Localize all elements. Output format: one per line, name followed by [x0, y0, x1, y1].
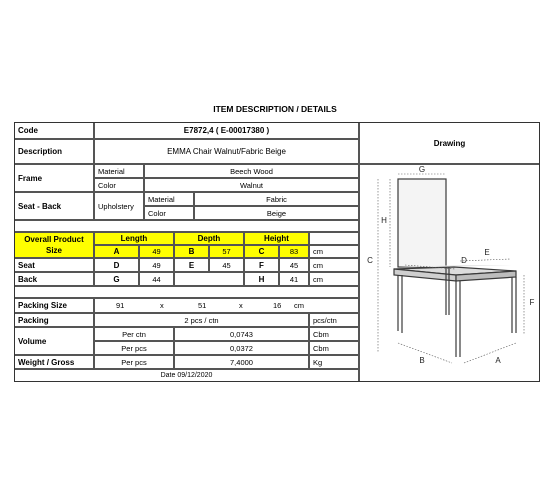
seat-back-label: Seat - Back — [14, 192, 94, 220]
seat-d-value: 49 — [139, 258, 174, 272]
code-value: E7872,4 ( E-00017380 ) — [94, 122, 359, 139]
packing-size-cell — [94, 298, 359, 313]
frame-material-label: Material — [94, 164, 144, 178]
document-title: ITEM DESCRIPTION / DETAILS — [213, 104, 337, 114]
overall-header-blank — [309, 232, 359, 245]
depth-header: Depth — [174, 232, 244, 245]
seat-f-value: 45 — [279, 258, 309, 272]
packing-size-height: 16 — [273, 301, 282, 310]
seat-material-label: Material — [144, 192, 194, 206]
packing-size-width: 51 — [198, 301, 207, 310]
dim-label-a: A — [495, 356, 501, 365]
weight-unit: Kg — [309, 355, 359, 369]
back-g-value: 44 — [139, 272, 174, 286]
code-label: Code — [14, 122, 94, 139]
drawing-panel — [359, 164, 540, 382]
frame-material-value: Beech Wood — [144, 164, 359, 178]
packing-size-unit: cm — [294, 301, 304, 310]
packing-label: Packing — [14, 313, 94, 327]
seat-d-letter: D — [94, 258, 139, 272]
frame-label: Frame — [14, 164, 94, 192]
volume-per-pcs-unit: Cbm — [309, 341, 359, 355]
dim-label-h: H — [381, 216, 387, 225]
volume-label: Volume — [14, 327, 94, 355]
back-g-letter: G — [94, 272, 139, 286]
back-blank — [174, 272, 244, 286]
back-unit: cm — [309, 272, 359, 286]
weight-per-pcs-label: Per pcs — [94, 355, 174, 369]
overall-b-value: 57 — [209, 245, 244, 258]
overall-a-letter: A — [94, 245, 139, 258]
overall-a-value: 49 — [139, 245, 174, 258]
seat-unit: cm — [309, 258, 359, 272]
description-value: EMMA Chair Walnut/Fabric Beige — [94, 139, 359, 164]
spacer-row-2 — [14, 286, 359, 298]
packing-value: 2 pcs / ctn — [94, 313, 309, 327]
dim-label-e: E — [484, 248, 490, 257]
date-footer: Date 09/12/2020 — [14, 369, 359, 382]
packing-size-x1: x — [160, 301, 164, 310]
dim-label-b: B — [419, 356, 425, 365]
frame-color-label: Color — [94, 178, 144, 192]
spacer-row — [14, 220, 359, 232]
dim-label-f: F — [529, 298, 535, 307]
drawing-header: Drawing — [359, 122, 540, 164]
length-header: Length — [94, 232, 174, 245]
seat-color-value: Beige — [194, 206, 359, 220]
seat-material-value: Fabric — [194, 192, 359, 206]
seat-f-letter: F — [244, 258, 279, 272]
packing-size-label: Packing Size — [14, 298, 94, 313]
seat-color-label: Color — [144, 206, 194, 220]
back-h-value: 41 — [279, 272, 309, 286]
chair-diagram — [360, 165, 541, 383]
dim-label-c: C — [367, 256, 373, 265]
weight-value: 7,4000 — [174, 355, 309, 369]
frame-color-value: Walnut — [144, 178, 359, 192]
overall-size-label: Overall Product Size — [14, 232, 94, 258]
height-header: Height — [244, 232, 309, 245]
overall-c-value: 83 — [279, 245, 309, 258]
packing-size-length: 91 — [116, 301, 125, 310]
packing-size-x2: x — [239, 301, 243, 310]
seat-label: Seat — [14, 258, 94, 272]
seat-e-letter: E — [174, 258, 209, 272]
dim-label-d: D — [461, 256, 467, 265]
volume-per-pcs-label: Per pcs — [94, 341, 174, 355]
packing-unit: pcs/ctn — [309, 313, 359, 327]
seat-e-value: 45 — [209, 258, 244, 272]
back-h-letter: H — [244, 272, 279, 286]
item-details-sheet — [14, 122, 540, 382]
weight-label: Weight / Gross — [14, 355, 94, 369]
overall-c-letter: C — [244, 245, 279, 258]
overall-unit: cm — [309, 245, 359, 258]
volume-per-ctn-label: Per ctn — [94, 327, 174, 341]
upholstery-label: Upholstery — [94, 192, 144, 220]
dim-label-g: G — [418, 165, 426, 174]
volume-per-pcs-value: 0,0372 — [174, 341, 309, 355]
overall-b-letter: B — [174, 245, 209, 258]
back-label: Back — [14, 272, 94, 286]
volume-per-ctn-value: 0,0743 — [174, 327, 309, 341]
volume-per-ctn-unit: Cbm — [309, 327, 359, 341]
description-label: Description — [14, 139, 94, 164]
